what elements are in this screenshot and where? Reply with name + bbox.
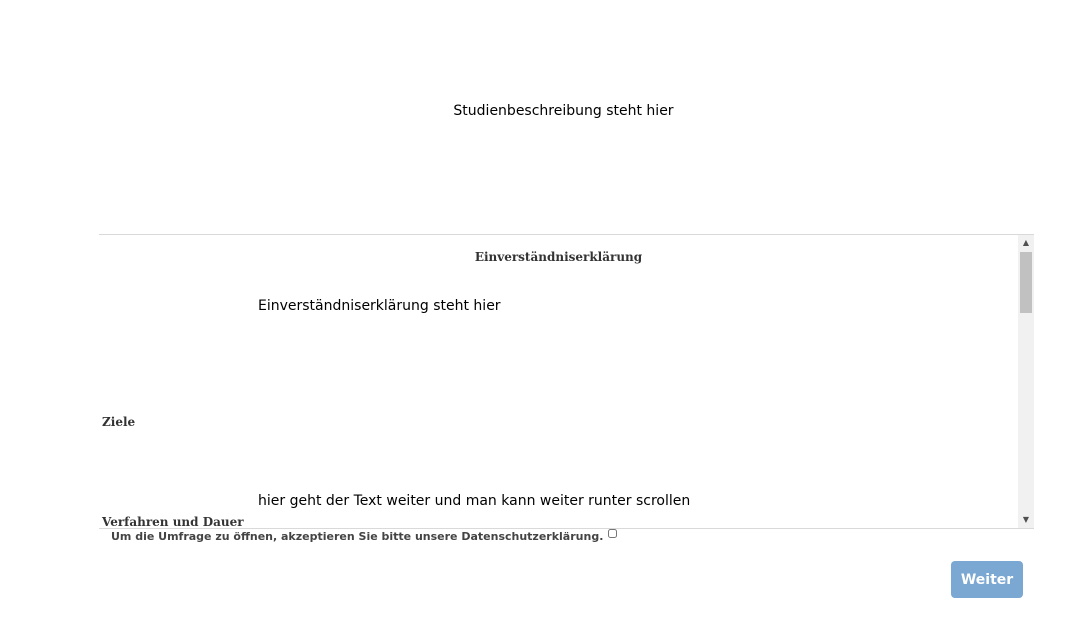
vertical-scrollbar[interactable] bbox=[1018, 235, 1034, 528]
privacy-consent-row bbox=[111, 530, 617, 543]
scroll-up-arrow-icon[interactable]: ▲ bbox=[1022, 238, 1030, 247]
study-description: Studienbeschreibung steht hier bbox=[453, 103, 674, 119]
consent-content bbox=[99, 235, 1018, 528]
section-heading-procedure: Verfahren und Dauer bbox=[102, 515, 244, 528]
scrollbar-thumb[interactable] bbox=[1020, 252, 1032, 313]
scroll-down-arrow-icon[interactable]: ▼ bbox=[1022, 515, 1030, 524]
section-heading-goals: Ziele bbox=[102, 415, 136, 429]
consent-text: Einverständniserklärung steht hier bbox=[258, 298, 501, 314]
privacy-consent-label: Um die Umfrage zu öffnen, akzeptieren Sie bitte unsere Datenschutzerklärung. bbox=[111, 530, 604, 543]
consent-heading: Einverständniserklärung bbox=[474, 250, 643, 264]
consent-scroll-box[interactable] bbox=[99, 234, 1034, 529]
privacy-consent-checkbox[interactable] bbox=[608, 529, 617, 538]
weiter-button[interactable]: Weiter bbox=[951, 561, 1023, 598]
consent-continue-text: hier geht der Text weiter und man kann weiter runter scrollen bbox=[258, 493, 691, 509]
